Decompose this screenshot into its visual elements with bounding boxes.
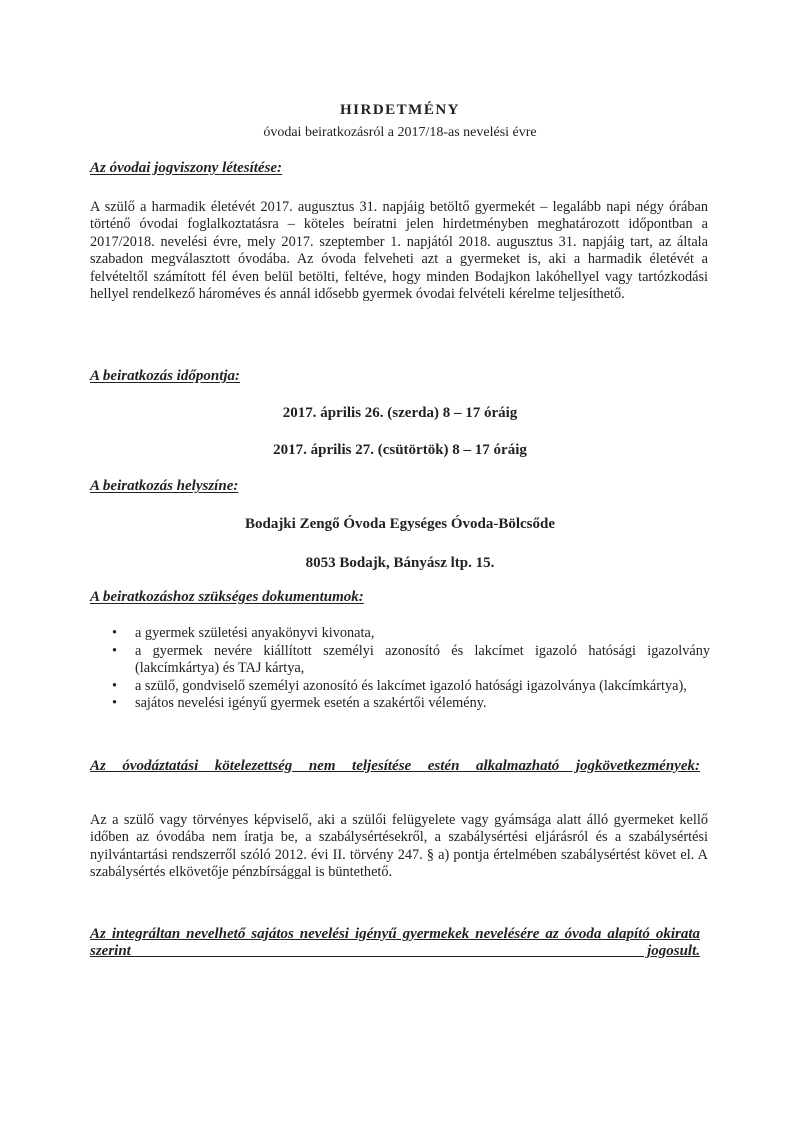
section-heading-dokumentumok: A beiratkozáshoz szükséges dokumentumok:	[90, 589, 364, 605]
enrollment-date-2: 2017. április 27. (csütörtök) 8 – 17 óráig	[273, 442, 527, 458]
list-item: • a gyermek nevére kiállított személyi azonosító és lakcímet igazoló hatósági igazolvány (lakcímkártya) és TAJ kártya,	[110, 643, 710, 678]
venue-address: 8053 Bodajk, Bányász ltp. 15.	[305, 555, 495, 571]
venue-name: Bodajki Zengő Óvoda Egységes Óvoda-Bölcsőde	[244, 516, 556, 532]
document-title: HIRDETMÉNY	[339, 102, 460, 118]
document-subtitle: óvodai beiratkozásról a 2017/18-as nevelési évre	[263, 125, 537, 140]
list-item: • sajátos nevelési igényű gyermek esetén a szakértői vélemény.	[110, 695, 710, 713]
paragraph-jogkovetkezmeny: Az a szülő vagy törvényes képviselő, aki a szülői felügyelete vagy gyámsága alatt álló gyermeket kellő időben az óvodába nem íratja be, a szabálysértésekről, a szabálysértési eljárásról és a szabálysértési nyilvántartási rendszerről szóló 2012. évi II. törvény 247. § a) pontja értelmében szabálysértést követ el. A szabálysértés elkövetője pénzbírsággal is büntethető.	[90, 812, 708, 881]
section-heading-integralt: Az integráltan nevelhető sajátos nevelési igényű gyermekek nevelésére az óvoda alapító okirata szerint jogosult.	[90, 926, 700, 959]
section-heading-jogkovetkezmeny: Az óvodáztatási kötelezettség nem teljesítése estén alkalmazható jogkövetkezmények:	[90, 758, 700, 774]
list-item: • a gyermek születési anyakönyvi kivonata,	[110, 625, 710, 643]
section-heading-helyszin: A beiratkozás helyszíne:	[90, 478, 239, 494]
list-item: • a szülő, gondviselő személyi azonosító és lakcímet igazoló hatósági igazolványa (lakcímkártya),	[110, 678, 710, 696]
enrollment-date-1: 2017. április 26. (szerda) 8 – 17 óráig	[282, 405, 518, 421]
section-heading-jogviszony: Az óvodai jogviszony létesítése:	[90, 160, 283, 176]
section-heading-idopont: A beiratkozás időpontja:	[90, 368, 241, 384]
documents-list	[110, 625, 710, 713]
paragraph-jogviszony: A szülő a harmadik életévét 2017. augusztus 31. napjáig betöltő gyermekét – legalább napi négy órában történő óvodai foglalkoztatásra – köteles beíratni jelen hirdetményben meghatározott időpontban a 2017/2018. nevelési évre, mely 2017. szeptember 1. napjától 2018. augusztus 31. napjáig tart, az általa szabadon megválasztott óvodába. Az óvoda felveheti azt a gyermeket is, aki a harmadik életévét a felvételtől számított fél éven belül betölti, feltéve, hogy minden Bodajkon lakóhellyel vagy tartózkodási hellyel rendelkező hároméves és annál idősebb gyermek óvodai felvételi kérelme teljesíthető.	[90, 199, 708, 303]
